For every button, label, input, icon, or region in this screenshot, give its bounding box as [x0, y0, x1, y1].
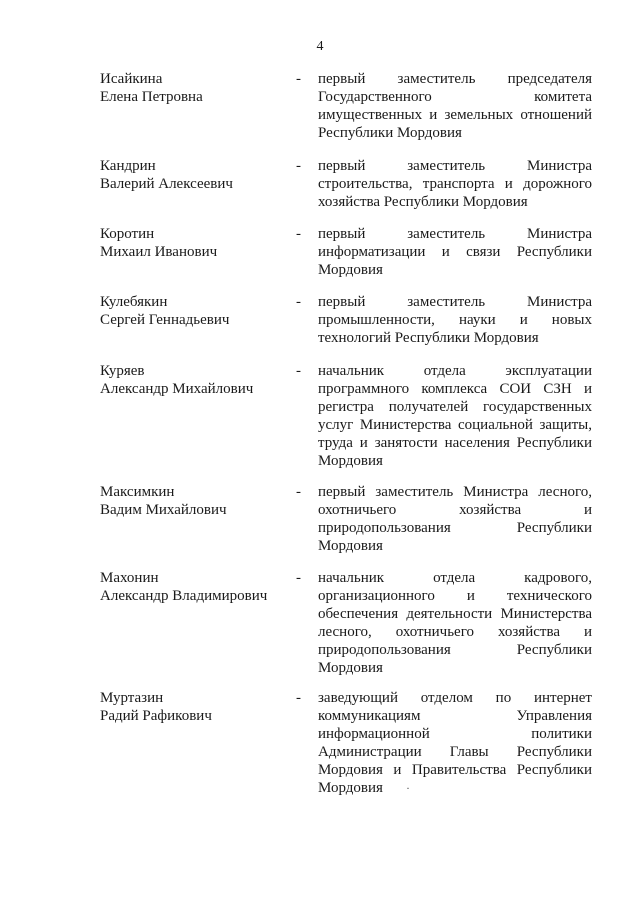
given-names: Вадим Михайлович [100, 502, 227, 518]
position-description [318, 569, 592, 677]
description-line: Государственного комитета [318, 89, 592, 105]
description-line: информатизации и связи Республики [318, 244, 592, 260]
description-line: хозяйства Республики Мордовия [318, 194, 528, 210]
given-names: Александр Михайлович [100, 381, 254, 397]
description-line: первый заместитель председателя [318, 71, 592, 87]
position-description [318, 362, 592, 470]
given-names: Валерий Алексеевич [100, 176, 233, 192]
person-name [100, 225, 290, 261]
surname: Исайкина [100, 71, 163, 87]
description-line: Мордовия [318, 660, 383, 676]
person-name [100, 569, 290, 605]
description-line: Мордовия [318, 453, 383, 469]
description-line: первый заместитель Министра [318, 158, 592, 174]
description-line: охотничьего хозяйства и [318, 502, 592, 518]
given-names: Александр Владимирович [100, 588, 268, 604]
position-description [318, 70, 592, 142]
scan-speck: · [406, 781, 410, 795]
description-line: начальник отдела кадрового, [318, 570, 592, 586]
description-line: Мордовия [318, 538, 383, 554]
given-names: Радий Рафикович [100, 708, 212, 724]
surname: Муртазин [100, 690, 164, 706]
description-line: информационной политики [318, 726, 592, 742]
description-line: услуг Министерства социальной защиты, [318, 417, 592, 433]
description-line: начальник отдела эксплуатации [318, 363, 592, 379]
description-line: Администрации Главы Республики [318, 744, 592, 760]
surname: Куряев [100, 363, 145, 379]
separator-dash: - [296, 71, 301, 87]
description-line: промышленности, науки и новых [318, 312, 592, 328]
position-description [318, 483, 592, 555]
surname: Кандрин [100, 158, 156, 174]
description-line: организационного и технического [318, 588, 592, 604]
description-line: труда и занятости населения Республики [318, 435, 592, 451]
person-name [100, 689, 290, 725]
description-line: программного комплекса СОИ СЗН и [318, 381, 592, 397]
description-line: лесного, охотничьего хозяйства и [318, 624, 592, 640]
given-names: Елена Петровна [100, 89, 203, 105]
separator-dash: - [296, 158, 301, 174]
separator-dash: - [296, 484, 301, 500]
surname: Махонин [100, 570, 159, 586]
description-line: технологий Республики Мордовия [318, 330, 539, 346]
description-line: природопользования Республики [318, 520, 592, 536]
person-name [100, 157, 290, 193]
person-name [100, 70, 290, 106]
surname: Кулебякин [100, 294, 168, 310]
description-line: Мордовия [318, 780, 383, 796]
description-line: имущественных и земельных отношений [318, 107, 592, 123]
given-names: Михаил Иванович [100, 244, 218, 260]
description-line: Республики Мордовия [318, 125, 462, 141]
description-line: природопользования Республики [318, 642, 592, 658]
given-names: Сергей Геннадьевич [100, 312, 230, 328]
position-description [318, 225, 592, 279]
separator-dash: - [296, 570, 301, 586]
description-line: строительства, транспорта и дорожного [318, 176, 592, 192]
surname: Коротин [100, 226, 155, 242]
description-line: заведующий отделом по интернет [318, 690, 592, 706]
person-name [100, 293, 290, 329]
description-line: первый заместитель Министра [318, 226, 592, 242]
description-line: первый заместитель Министра лесного, [318, 484, 592, 500]
surname: Максимкин [100, 484, 175, 500]
separator-dash: - [296, 363, 301, 379]
description-line: обеспечения деятельности Министерства [318, 606, 592, 622]
description-line: Мордовия и Правительства Республики [318, 762, 592, 778]
person-name [100, 483, 290, 519]
separator-dash: - [296, 690, 301, 706]
separator-dash: - [296, 294, 301, 310]
position-description [318, 689, 592, 797]
separator-dash: - [296, 226, 301, 242]
description-line: коммуникациям Управления [318, 708, 592, 724]
description-line: Мордовия [318, 262, 383, 278]
page-number: 4 [316, 39, 324, 54]
description-line: регистра получателей государственных [318, 399, 592, 415]
position-description [318, 157, 592, 211]
person-name [100, 362, 290, 398]
description-line: первый заместитель Министра [318, 294, 592, 310]
position-description [318, 293, 592, 347]
